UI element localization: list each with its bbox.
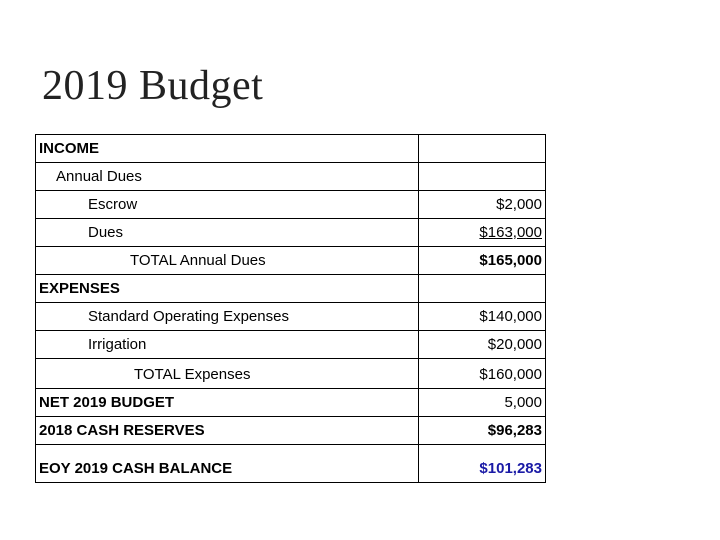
table-row bbox=[36, 303, 546, 331]
table-row bbox=[36, 389, 546, 417]
income-value bbox=[419, 135, 546, 163]
escrow-label: Escrow bbox=[36, 191, 419, 219]
table-row bbox=[36, 247, 546, 275]
table-row bbox=[36, 359, 546, 389]
irrigation-label: Irrigation bbox=[36, 331, 419, 359]
annual-dues-value bbox=[419, 163, 546, 191]
standard-operating-value: $140,000 bbox=[419, 303, 546, 331]
irrigation-value: $20,000 bbox=[419, 331, 546, 359]
net-budget-label: NET 2019 BUDGET bbox=[36, 389, 419, 417]
total-annual-dues-label: TOTAL Annual Dues bbox=[36, 247, 419, 275]
page-title: 2019 Budget bbox=[42, 63, 264, 109]
escrow-value: $2,000 bbox=[419, 191, 546, 219]
table-row bbox=[36, 275, 546, 303]
eoy-balance-label: EOY 2019 CASH BALANCE bbox=[36, 445, 419, 483]
table-row bbox=[36, 331, 546, 359]
eoy-balance-value: $101,283 bbox=[419, 445, 546, 483]
cash-reserves-value: $96,283 bbox=[419, 417, 546, 445]
table-row bbox=[36, 219, 546, 247]
table-row bbox=[36, 191, 546, 219]
total-expenses-label: TOTAL Expenses bbox=[36, 359, 419, 389]
table-row bbox=[36, 445, 546, 483]
cash-reserves-label: 2018 CASH RESERVES bbox=[36, 417, 419, 445]
expenses-heading: EXPENSES bbox=[36, 275, 419, 303]
net-budget-value: 5,000 bbox=[419, 389, 546, 417]
total-expenses-value: $160,000 bbox=[419, 359, 546, 389]
budget-table bbox=[35, 134, 546, 483]
dues-label: Dues bbox=[36, 219, 419, 247]
standard-operating-label: Standard Operating Expenses bbox=[36, 303, 419, 331]
expenses-value bbox=[419, 275, 546, 303]
table-row bbox=[36, 417, 546, 445]
total-annual-dues-value: $165,000 bbox=[419, 247, 546, 275]
table-row bbox=[36, 163, 546, 191]
dues-value: $163,000 bbox=[419, 219, 546, 247]
table-row bbox=[36, 135, 546, 163]
income-heading: INCOME bbox=[36, 135, 419, 163]
annual-dues-label: Annual Dues bbox=[36, 163, 419, 191]
